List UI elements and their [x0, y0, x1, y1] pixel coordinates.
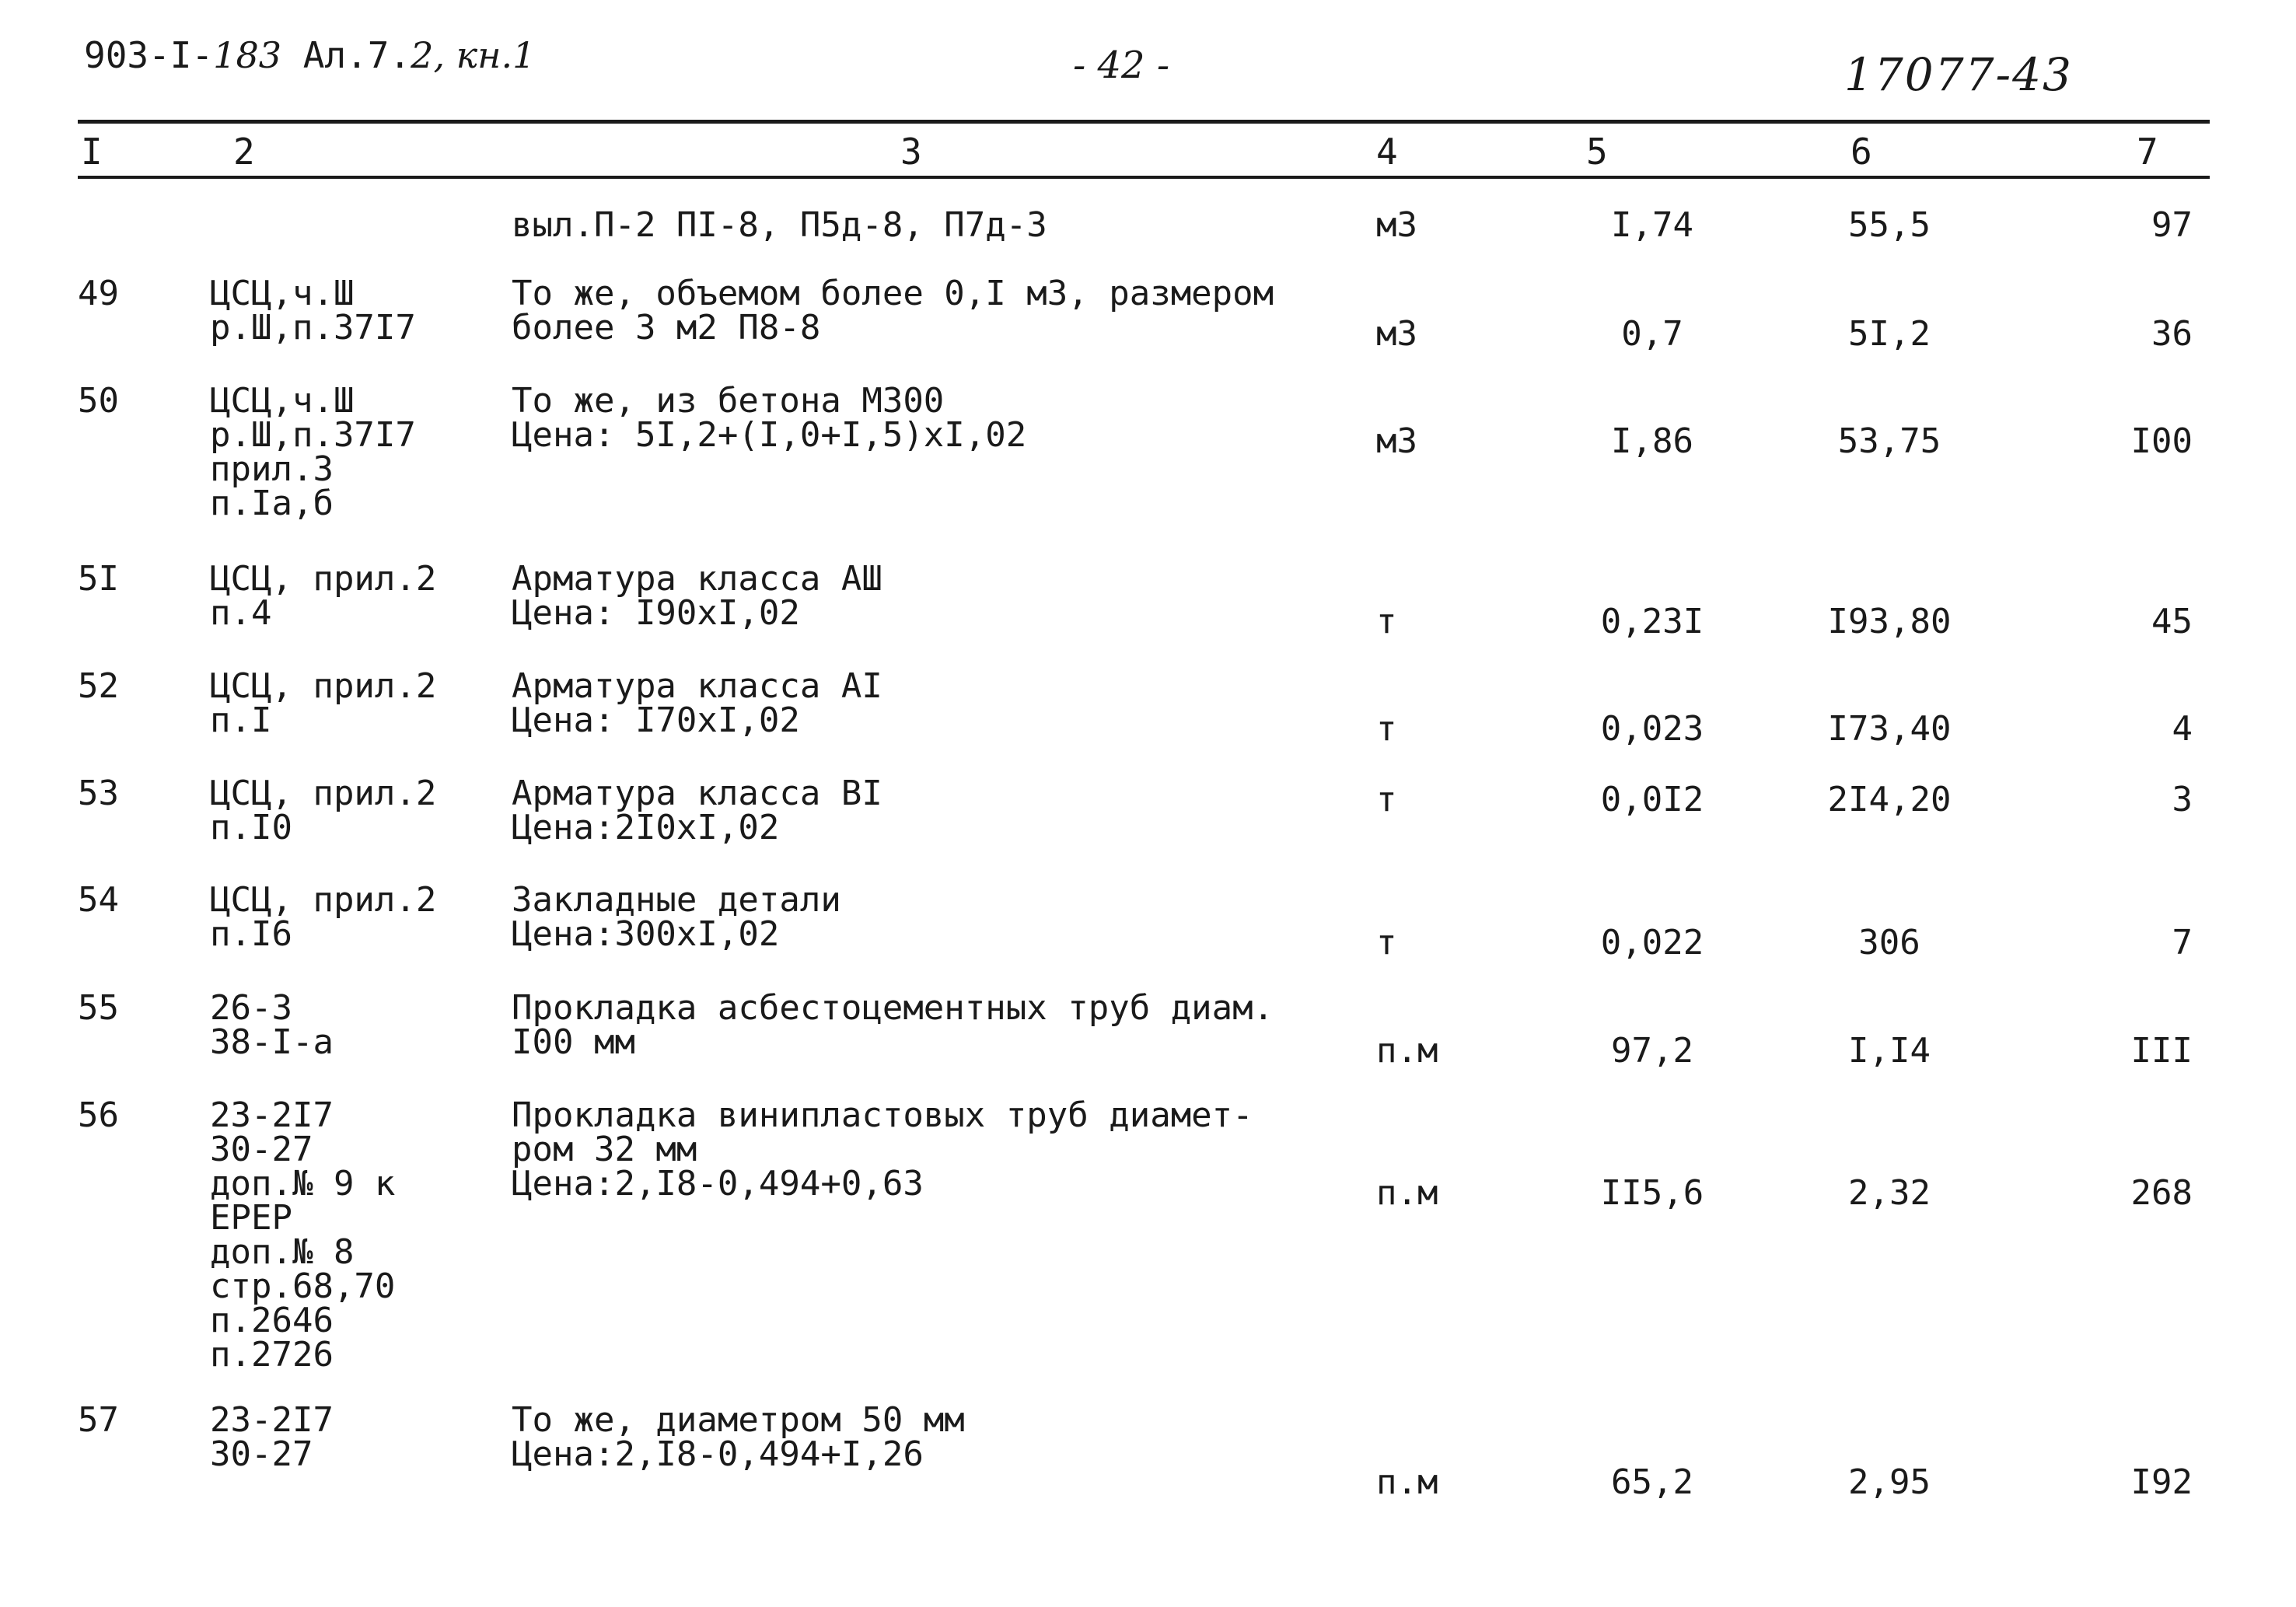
- column-number: 2: [233, 131, 255, 173]
- norm-reference-line: 30-27: [210, 1130, 313, 1169]
- norm-reference-line: р.Ш,п.37I7: [210, 415, 416, 455]
- page-number: - 42 -: [1073, 44, 1170, 87]
- norm-reference-line: 30-27: [210, 1434, 313, 1474]
- norm-reference-line: ЕРЕР: [210, 1198, 292, 1238]
- row-number: 50: [78, 381, 119, 421]
- row-number: 5I: [78, 559, 119, 599]
- norm-reference-line: стр.68,70: [210, 1266, 396, 1306]
- album-print: Ал.7.: [302, 34, 411, 76]
- total-cost-cell: III: [2130, 1031, 2193, 1071]
- row-number: 55: [78, 988, 119, 1028]
- total-cost-cell: 45: [2151, 602, 2193, 641]
- description-line: То же, объемом более 0,I м3, размером: [512, 274, 1274, 313]
- unit-cell: м3: [1376, 314, 1417, 354]
- norm-reference-line: 26-3: [210, 988, 292, 1028]
- doc-code-handwritten: 183: [213, 34, 281, 76]
- unit-price-cell: 2,95: [1848, 1462, 1931, 1502]
- unit-cell: т: [1376, 709, 1397, 749]
- quantity-cell: 0,022: [1600, 923, 1704, 962]
- header-rule: [78, 176, 2210, 179]
- norm-reference-line: 38-I-а: [210, 1022, 334, 1062]
- doc-code-print: 903-I-: [84, 34, 214, 76]
- description-line: Прокладка асбестоцементных труб диам.: [512, 988, 1274, 1028]
- description-line: Цена: I90хI,02: [512, 593, 800, 633]
- total-cost-cell: I00: [2130, 421, 2193, 461]
- norm-reference-line: ЦСЦ,ч.Ш: [210, 381, 355, 421]
- description-line: Цена: 5I,2+(I,0+I,5)хI,02: [512, 415, 1027, 455]
- unit-price-cell: I93,80: [1827, 602, 1952, 641]
- norm-reference-line: доп.№ 8: [210, 1232, 355, 1272]
- column-number: 7: [2137, 131, 2158, 173]
- document-code: [84, 34, 535, 76]
- quantity-cell: 0,0I2: [1600, 780, 1704, 819]
- norm-reference-line: ЦСЦ, прил.2: [210, 774, 437, 813]
- total-cost-cell: 268: [2130, 1173, 2193, 1213]
- quantity-cell: 0,023: [1600, 709, 1704, 749]
- norm-reference-line: 23-2I7: [210, 1400, 334, 1440]
- row-number: 53: [78, 774, 119, 813]
- description-line: Закладные детали: [512, 880, 841, 920]
- description-line: Арматура класса АШ: [512, 559, 882, 599]
- description-line: То же, диаметром 50 мм: [512, 1400, 965, 1440]
- norm-reference-line: п.I6: [210, 914, 292, 954]
- row-number: 57: [78, 1400, 119, 1440]
- norm-reference-line: п.2726: [210, 1335, 334, 1375]
- quantity-cell: II5,6: [1600, 1173, 1704, 1213]
- unit-cell: п.м: [1376, 1173, 1438, 1213]
- description-line: I00 мм: [512, 1022, 635, 1062]
- quantity-cell: I,86: [1611, 421, 1693, 461]
- norm-reference-line: ЦСЦ, прил.2: [210, 559, 437, 599]
- column-number: 4: [1376, 131, 1398, 173]
- sheet-code: 17077-43: [1844, 48, 2073, 101]
- norm-reference-line: п.Iа,б: [210, 484, 334, 523]
- description-line: Цена:2,I8-0,494+I,26: [512, 1434, 924, 1474]
- quantity-cell: 0,23I: [1600, 602, 1704, 641]
- unit-cell: т: [1376, 602, 1397, 641]
- total-cost-cell: 36: [2151, 314, 2193, 354]
- norm-reference-line: ЦСЦ,ч.Ш: [210, 274, 355, 313]
- norm-reference-line: доп.№ 9 к: [210, 1164, 396, 1204]
- column-number: 5: [1586, 131, 1608, 173]
- total-cost-cell: 97: [2151, 205, 2193, 245]
- row-number: 56: [78, 1095, 119, 1135]
- top-rule: [78, 120, 2210, 124]
- norm-reference-line: п.4: [210, 593, 272, 633]
- row-number: 52: [78, 666, 119, 706]
- unit-price-cell: 306: [1858, 923, 1920, 962]
- unit-price-cell: 2I4,20: [1827, 780, 1952, 819]
- unit-price-cell: 53,75: [1837, 421, 1941, 461]
- description-line: Прокладка винипластовых труб диамет-: [512, 1095, 1253, 1135]
- norm-reference-line: п.2646: [210, 1301, 334, 1340]
- description-line: более 3 м2 П8-8: [512, 308, 821, 348]
- unit-cell: м3: [1376, 205, 1417, 245]
- norm-reference-line: п.I0: [210, 808, 292, 847]
- unit-price-cell: I73,40: [1827, 709, 1952, 749]
- norm-reference-line: ЦСЦ, прил.2: [210, 880, 437, 920]
- description-line: Арматура класса ВI: [512, 774, 882, 813]
- quantity-cell: 0,7: [1621, 314, 1683, 354]
- unit-price-cell: 55,5: [1848, 205, 1931, 245]
- description-line: Арматура класса АI: [512, 666, 882, 706]
- column-number: I: [81, 131, 103, 173]
- unit-price-cell: 2,32: [1848, 1173, 1931, 1213]
- unit-cell: т: [1376, 923, 1397, 962]
- norm-reference-line: р.Ш,п.37I7: [210, 308, 416, 348]
- norm-reference-line: п.I: [210, 700, 272, 740]
- description-line: Цена:2I0хI,02: [512, 808, 780, 847]
- description-line: выл.П-2 ПI-8, П5д-8, П7д-3: [512, 205, 1047, 245]
- album-handwritten: 2, кн.1: [411, 34, 536, 76]
- unit-cell: п.м: [1376, 1031, 1438, 1071]
- norm-reference-line: ЦСЦ, прил.2: [210, 666, 437, 706]
- quantity-cell: 65,2: [1611, 1462, 1693, 1502]
- total-cost-cell: 3: [2172, 780, 2193, 819]
- column-number: 3: [900, 131, 922, 173]
- unit-cell: т: [1376, 780, 1397, 819]
- unit-price-cell: I,I4: [1848, 1031, 1931, 1071]
- unit-cell: м3: [1376, 421, 1417, 461]
- description-line: ром 32 мм: [512, 1130, 697, 1169]
- quantity-cell: I,74: [1611, 205, 1693, 245]
- column-number: 6: [1850, 131, 1872, 173]
- unit-cell: п.м: [1376, 1462, 1438, 1502]
- unit-price-cell: 5I,2: [1848, 314, 1931, 354]
- description-line: Цена: I70хI,02: [512, 700, 800, 740]
- norm-reference-line: 23-2I7: [210, 1095, 334, 1135]
- row-number: 54: [78, 880, 119, 920]
- quantity-cell: 97,2: [1611, 1031, 1693, 1071]
- description-line: То же, из бетона М300: [512, 381, 945, 421]
- total-cost-cell: I92: [2130, 1462, 2193, 1502]
- norm-reference-line: прил.3: [210, 449, 334, 489]
- description-line: Цена:2,I8-0,494+0,63: [512, 1164, 924, 1204]
- total-cost-cell: 7: [2172, 923, 2193, 962]
- description-line: Цена:300хI,02: [512, 914, 780, 954]
- total-cost-cell: 4: [2172, 709, 2193, 749]
- row-number: 49: [78, 274, 119, 313]
